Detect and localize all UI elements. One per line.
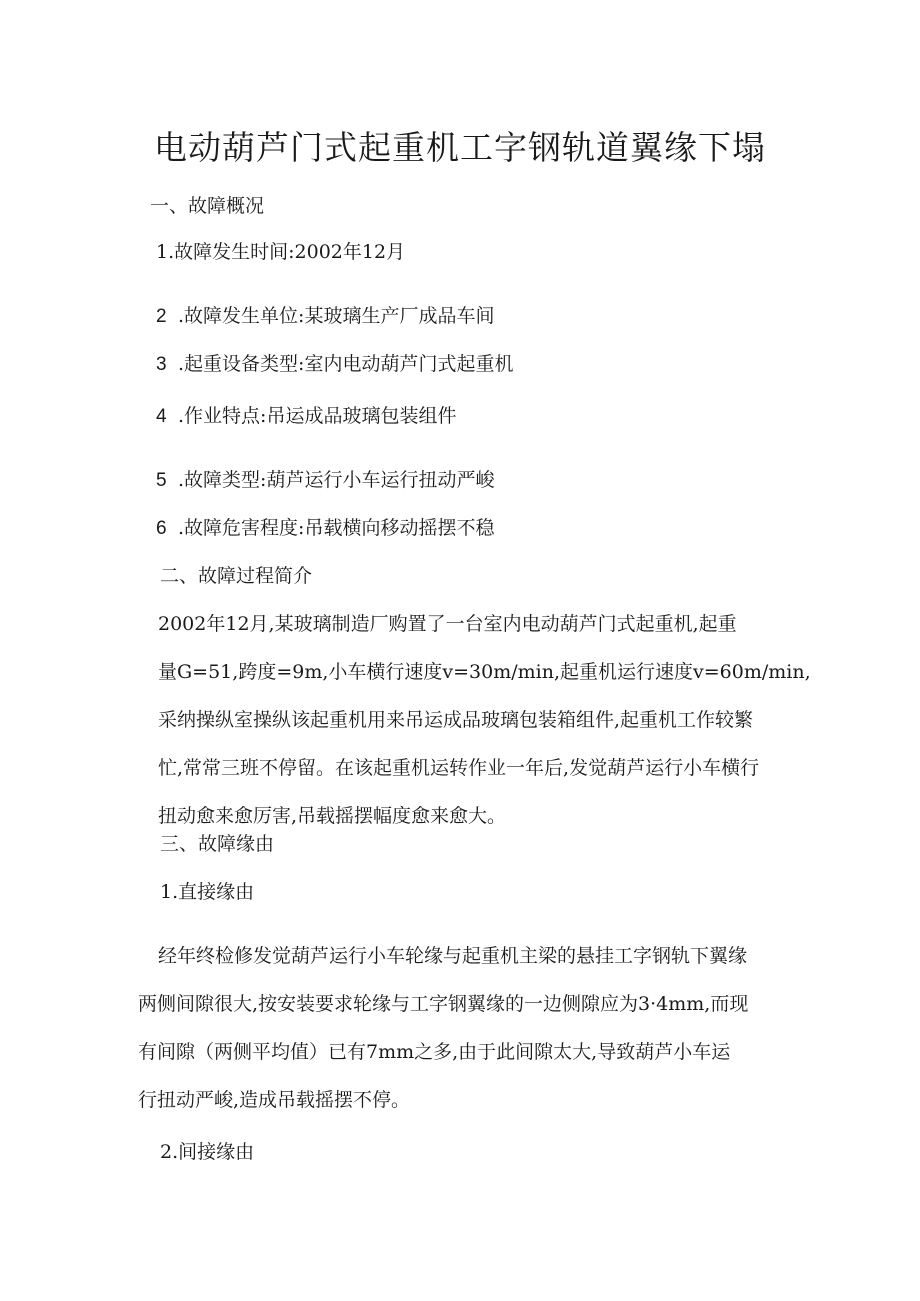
list-item-text: .起重设备类型:室内电动葫芦门式起重机: [178, 353, 514, 375]
subheading-indirect-cause: 2.间接缘由: [160, 1141, 255, 1163]
list-item-equipment-type: [156, 350, 513, 379]
section-heading-overview: 一、故障概况: [150, 195, 265, 217]
paragraph-line: 量G=51,跨度=9m,小车横行速度v=30m/min,起重机运行速度v=60m/min,: [158, 661, 811, 683]
list-item-number: 6: [156, 518, 167, 539]
paragraph-line: 有间隙（两侧平均值）已有7mm之多,由于此间隙太大,导致葫芦小车运: [138, 1041, 731, 1063]
section-heading-cause: 三、故障缘由: [160, 833, 275, 855]
list-item-text: .故障类型:葫芦运行小车运行扭动严峻: [178, 469, 495, 491]
list-item-text: 故障发生时间:2002年12月: [174, 241, 406, 263]
list-item-number: 5: [156, 470, 167, 491]
list-item-hazard-level: [156, 514, 494, 543]
list-item-text: .故障危害程度:吊载横向移动摇摆不稳: [178, 517, 495, 539]
paragraph-line: 忙,常常三班不停留。在该起重机运转作业一年后,发觉葫芦运行小车横行: [158, 757, 760, 779]
subheading-direct-cause: 1.直接缘由: [160, 881, 255, 903]
paragraph-line: 行扭动严峻,造成吊载摇摆不停。: [138, 1089, 411, 1111]
paragraph-process: [138, 610, 811, 850]
paragraph-line: 2002年12月,某玻璃制造厂购置了一台室内电动葫芦门式起重机,起重: [158, 613, 737, 635]
list-item-number: 3: [156, 354, 167, 375]
paragraph-line: 扭动愈来愈厉害,吊载摇摆幅度愈来愈大。: [158, 805, 507, 827]
list-item-number: 4: [156, 406, 167, 427]
list-item-number: 2: [156, 306, 167, 327]
paragraph-line: 两侧间隙很大,按安装要求轮缘与工字钢翼缘的一边侧隙应为3·4mm,而现: [138, 993, 749, 1015]
paragraph-line: 采纳操纵室操纵该起重机用来吊运成品玻璃包装箱组件,起重机工作较繁: [158, 709, 754, 731]
list-item-number: 1.: [156, 241, 175, 263]
list-item-text: .故障发生单位:某玻璃生产厂成品车间: [178, 305, 495, 327]
list-item-text: .作业特点:吊运成品玻璃包装组件: [178, 405, 457, 427]
section-heading-process: 二、故障过程简介: [160, 565, 313, 587]
document-title: 电动葫芦门式起重机工字钢轨道翼缘下塌: [154, 128, 766, 167]
paragraph-direct-cause: [138, 942, 788, 1134]
list-item-fault-type: [156, 466, 494, 495]
list-item-fault-time: [156, 238, 405, 266]
list-item-fault-unit: [156, 302, 494, 331]
list-item-work-feature: [156, 402, 456, 431]
paragraph-line: 经年终检修发觉葫芦运行小车轮缘与起重机主梁的悬挂工字钢轨下翼缘: [158, 945, 748, 967]
